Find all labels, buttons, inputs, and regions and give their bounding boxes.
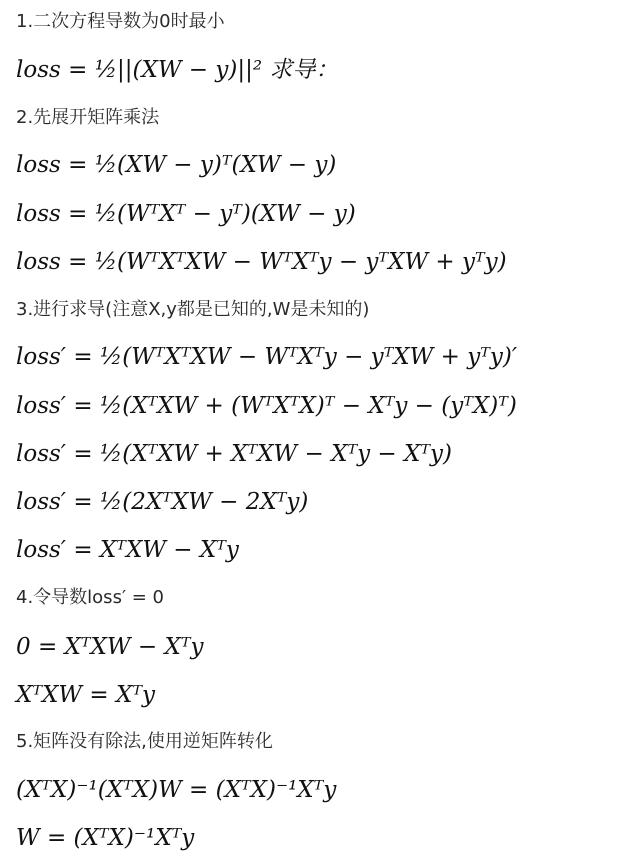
inverse-multiplication: (XᵀX)⁻¹(XᵀX)W = (XᵀX)⁻¹Xᵀy [16, 777, 337, 803]
step-4-heading: 4.令导数loss′ = 0 [16, 587, 165, 608]
step-1-heading: 1.二次方程导数为0时最小 [16, 11, 225, 32]
closed-form-solution: W = (XᵀX)⁻¹Xᵀy [16, 825, 195, 851]
normal-equation: XᵀXW = Xᵀy [16, 682, 155, 708]
loss-definition: loss = ½||(XW − y)||² 求导： [16, 57, 339, 83]
step-2-heading: 2.先展开矩阵乘法 [16, 107, 160, 128]
step-5-heading: 5.矩阵没有除法,使用逆矩阵转化 [16, 731, 273, 752]
derivative-step-2: loss′ = ½(XᵀXW + (WᵀXᵀX)ᵀ − Xᵀy − (yᵀX)ᵀ) [16, 393, 517, 419]
step-3-heading: 3.进行求导(注意X,y都是已知的,W是未知的) [16, 299, 370, 320]
derivative-result: loss′ = XᵀXW − Xᵀy [16, 537, 239, 563]
equation-expand-3: loss = ½(WᵀXᵀXW − WᵀXᵀy − yᵀXW + yᵀy) [16, 249, 507, 275]
zero-gradient-equation: 0 = XᵀXW − Xᵀy [16, 634, 204, 660]
equation-expand-2: loss = ½(WᵀXᵀ − yᵀ)(XW − y) [16, 201, 356, 227]
equation-expand-1: loss = ½(XW − y)ᵀ(XW − y) [16, 152, 337, 178]
derivative-step-1: loss′ = ½(WᵀXᵀXW − WᵀXᵀy − yᵀXW + yᵀy)′ [16, 344, 518, 370]
derivative-step-4: loss′ = ½(2XᵀXW − 2Xᵀy) [16, 489, 309, 515]
derivative-step-3: loss′ = ½(XᵀXW + XᵀXW − Xᵀy − Xᵀy) [16, 441, 452, 467]
